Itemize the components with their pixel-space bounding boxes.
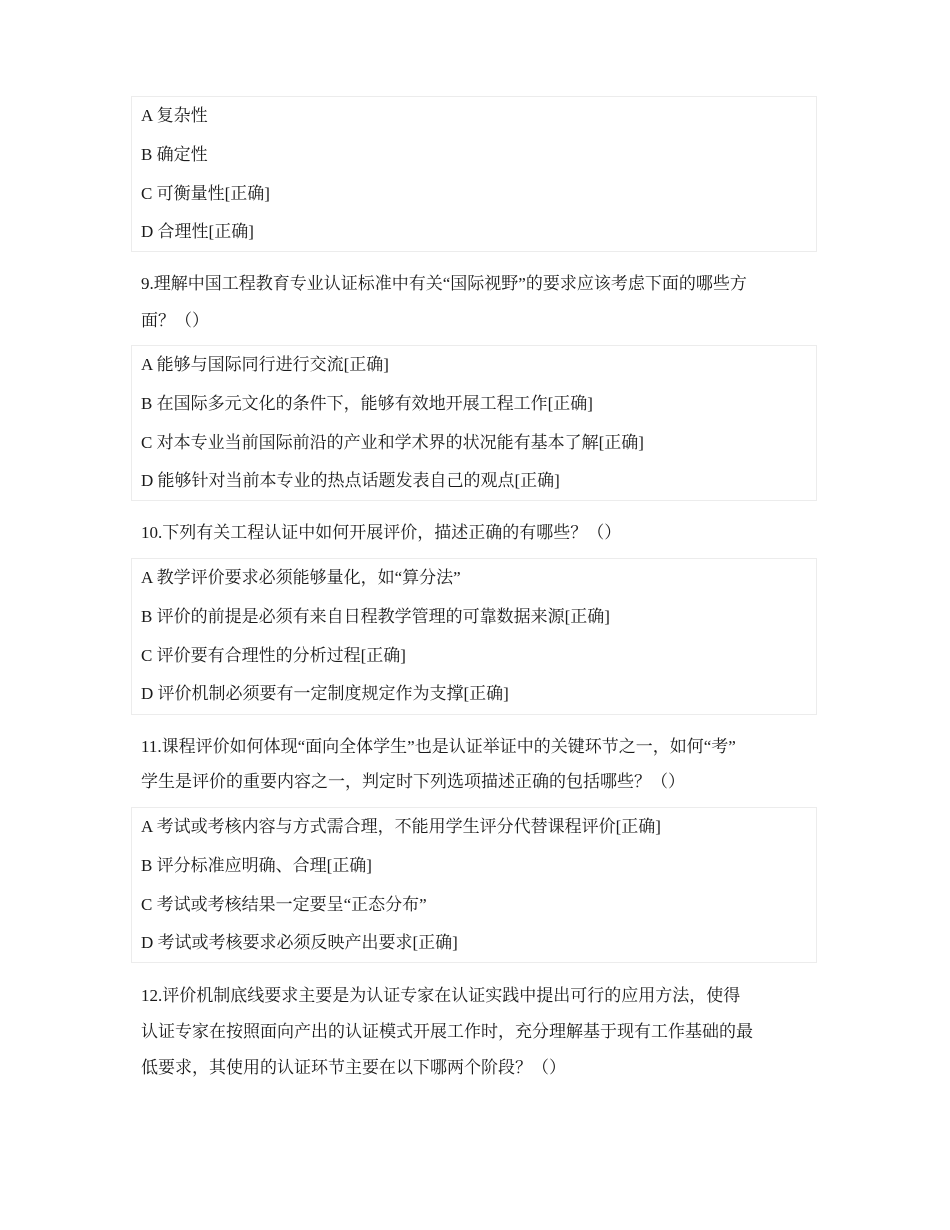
option-b: B 确定性: [141, 145, 208, 164]
options-box-q8: [131, 96, 817, 252]
option-d: D 合理性[正确]: [141, 222, 254, 241]
option-c: C 可衡量性[正确]: [141, 184, 270, 203]
option-c: C 考试或考核结果一定要呈“正态分布”: [141, 895, 427, 914]
options-box-q11: [131, 807, 817, 963]
options-box-q10: [131, 558, 817, 715]
option-d: D 能够针对当前本专业的热点话题发表自己的观点[正确]: [141, 471, 560, 490]
option-c: C 对本专业当前国际前沿的产业和学术界的状况能有基本了解[正确]: [141, 433, 644, 452]
question-11-line-2: 学生是评价的重要内容之一，判定时下列选项描述正确的包括哪些？（）: [141, 772, 685, 791]
option-a: A 教学评价要求必须能够量化，如“算分法”: [141, 568, 461, 587]
question-12-line-2: 认证专家在按照面向产出的认证模式开展工作时，充分理解基于现有工作基础的最: [141, 1022, 753, 1041]
option-d: D 评价机制必须要有一定制度规定作为支撑[正确]: [141, 684, 509, 703]
option-a: A 能够与国际同行进行交流[正确]: [141, 355, 389, 374]
option-d: D 考试或考核要求必须反映产出要求[正确]: [141, 933, 458, 952]
question-9-line-2: 面？（）: [141, 311, 209, 330]
question-12-line-3: 低要求，其使用的认证环节主要在以下哪两个阶段？（）: [141, 1058, 566, 1077]
option-b: B 在国际多元文化的条件下，能够有效地开展工程工作[正确]: [141, 394, 593, 413]
options-box-q9: [131, 345, 817, 501]
question-9-line-1: 9.理解中国工程教育专业认证标准中有关“国际视野”的要求应该考虑下面的哪些方: [141, 274, 747, 293]
option-b: B 评价的前提是必须有来自日程教学管理的可靠数据来源[正确]: [141, 607, 610, 626]
question-11-line-1: 11.课程评价如何体现“面向全体学生”也是认证举证中的关键环节之一，如何“考”: [141, 737, 736, 756]
option-c: C 评价要有合理性的分析过程[正确]: [141, 646, 406, 665]
option-a: A 复杂性: [141, 106, 208, 125]
question-10-line-1: 10.下列有关工程认证中如何开展评价，描述正确的有哪些？（）: [141, 523, 622, 542]
question-12-line-1: 12.评价机制底线要求主要是为认证专家在认证实践中提出可行的应用方法，使得: [141, 986, 741, 1005]
option-b: B 评分标准应明确、合理[正确]: [141, 856, 372, 875]
option-a: A 考试或考核内容与方式需合理，不能用学生评分代替课程评价[正确]: [141, 817, 661, 836]
